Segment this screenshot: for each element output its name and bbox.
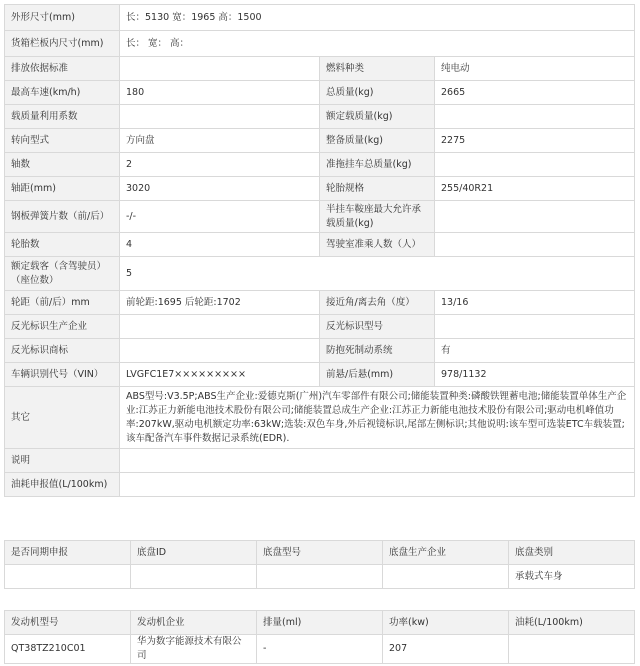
chassis-table xyxy=(4,540,635,589)
param-label: 排放依据标准 xyxy=(5,57,120,81)
param-label: 防抱死制动系统 xyxy=(320,339,435,363)
param-label: 燃料种类 xyxy=(320,57,435,81)
param-value: 180 xyxy=(120,81,320,105)
param-value: 纯电动 xyxy=(435,57,635,81)
param-row xyxy=(5,233,635,257)
param-label: 轴数 xyxy=(5,153,120,177)
chassis-cell xyxy=(131,565,257,589)
param-value xyxy=(120,315,320,339)
param-label: 最高车速(km/h) xyxy=(5,81,120,105)
engine-power-cell: 207 xyxy=(383,635,509,664)
param-value: 13/16 xyxy=(435,291,635,315)
param-value: 2 xyxy=(120,153,320,177)
chassis-cell xyxy=(383,565,509,589)
param-label: 准拖挂车总质量(kg) xyxy=(320,153,435,177)
param-value: 长： 宽： 高： xyxy=(120,31,635,57)
param-value: 255/40R21 xyxy=(435,177,635,201)
engine-header-row xyxy=(5,611,635,635)
param-label: 外形尺寸(mm) xyxy=(5,5,120,31)
param-label: 说明 xyxy=(5,449,120,473)
param-label: 驾驶室准乘人数（人） xyxy=(320,233,435,257)
param-label: 半挂车鞍座最大允许承载质量(kg) xyxy=(320,201,435,233)
param-value xyxy=(435,233,635,257)
param-label: 车辆识别代号（VIN） xyxy=(5,363,120,387)
param-value xyxy=(435,201,635,233)
param-row xyxy=(5,363,635,387)
param-row xyxy=(5,315,635,339)
engine-model-cell: QT38TZ210C01 xyxy=(5,635,131,664)
param-value: LVGFC1E7××××××××× xyxy=(120,363,320,387)
param-row xyxy=(5,57,635,81)
param-label: 轮胎数 xyxy=(5,233,120,257)
param-label: 轮距（前/后）mm xyxy=(5,291,120,315)
chassis-header-cell: 底盘类别 xyxy=(509,541,635,565)
param-row xyxy=(5,5,635,31)
param-row xyxy=(5,473,635,497)
chassis-cell xyxy=(257,565,383,589)
engine-displacement-cell: - xyxy=(257,635,383,664)
chassis-header-cell: 底盘生产企业 xyxy=(383,541,509,565)
param-label: 反光标识生产企业 xyxy=(5,315,120,339)
engine-company-cell: 华为数字能源技术有限公司 xyxy=(131,635,257,664)
engine-header-cell: 油耗(L/100km) xyxy=(509,611,635,635)
param-value: 2665 xyxy=(435,81,635,105)
chassis-header-cell: 底盘型号 xyxy=(257,541,383,565)
param-row xyxy=(5,339,635,363)
param-label: 总质量(kg) xyxy=(320,81,435,105)
param-value: -/- xyxy=(120,201,320,233)
param-label: 前悬/后悬(mm) xyxy=(320,363,435,387)
chassis-header-row xyxy=(5,541,635,565)
engine-data-row xyxy=(5,635,635,664)
param-label: 钢板弹簧片数（前/后） xyxy=(5,201,120,233)
param-row xyxy=(5,257,635,291)
param-label: 其它 xyxy=(5,387,120,449)
param-value xyxy=(435,153,635,177)
param-value: 方向盘 xyxy=(120,129,320,153)
param-row xyxy=(5,177,635,201)
param-label: 额定载质量(kg) xyxy=(320,105,435,129)
chassis-header-cell: 底盘ID xyxy=(131,541,257,565)
param-row xyxy=(5,153,635,177)
engine-header-cell: 发动机企业 xyxy=(131,611,257,635)
param-value: 978/1132 xyxy=(435,363,635,387)
param-value: 长：5130 宽：1965 高：1500 xyxy=(120,5,635,31)
param-value xyxy=(435,315,635,339)
param-value xyxy=(120,339,320,363)
param-row xyxy=(5,81,635,105)
param-value xyxy=(435,105,635,129)
param-label: 反光标识商标 xyxy=(5,339,120,363)
param-label: 油耗申报值(L/100km) xyxy=(5,473,120,497)
param-label: 转向型式 xyxy=(5,129,120,153)
param-label: 载质量利用系数 xyxy=(5,105,120,129)
engine-table xyxy=(4,610,635,664)
param-row xyxy=(5,31,635,57)
param-value: ABS型号:V3.5P;ABS生产企业:爱德克斯(广州)汽车零部件有限公司;储能装置种类:磷酸铁锂蓄电池;储能装置单体生产企业:江苏正力新能电池技术股份有限公司;储能装置总成生产企业:江苏正力新能电池技术股份有限公司;驱动电机峰值功率:207kW,驱动电机额定功率:63kW;选装:双色车身,外后视镜标识,尾部左侧标识;其他说明:该车型可选装ETC车载装置;该车配备汽车事件数据记录系统(EDR). xyxy=(120,387,635,449)
engine-header-cell: 功率(kw) xyxy=(383,611,509,635)
chassis-cell xyxy=(5,565,131,589)
chassis-header-cell: 是否同期申报 xyxy=(5,541,131,565)
param-label: 反光标识型号 xyxy=(320,315,435,339)
param-value xyxy=(120,449,635,473)
param-row xyxy=(5,105,635,129)
param-value: 3020 xyxy=(120,177,320,201)
param-value: 有 xyxy=(435,339,635,363)
param-label: 接近角/离去角（度） xyxy=(320,291,435,315)
param-label: 轮胎规格 xyxy=(320,177,435,201)
param-value xyxy=(120,473,635,497)
param-label: 货箱栏板内尺寸(mm) xyxy=(5,31,120,57)
param-value: 前轮距:1695 后轮距:1702 xyxy=(120,291,320,315)
param-value: 2275 xyxy=(435,129,635,153)
engine-fuel-cell xyxy=(509,635,635,664)
param-label: 轴距(mm) xyxy=(5,177,120,201)
param-row xyxy=(5,129,635,153)
param-value: 4 xyxy=(120,233,320,257)
vehicle-params-table xyxy=(4,4,635,497)
param-value xyxy=(120,57,320,81)
engine-header-cell: 排量(ml) xyxy=(257,611,383,635)
param-row xyxy=(5,449,635,473)
param-row xyxy=(5,201,635,233)
chassis-cell: 承载式车身 xyxy=(509,565,635,589)
param-label: 额定载客（含驾驶员）（座位数） xyxy=(5,257,120,291)
param-row xyxy=(5,387,635,449)
param-value xyxy=(120,105,320,129)
param-value: 5 xyxy=(120,257,635,291)
engine-header-cell: 发动机型号 xyxy=(5,611,131,635)
param-label: 整备质量(kg) xyxy=(320,129,435,153)
chassis-data-row xyxy=(5,565,635,589)
param-row xyxy=(5,291,635,315)
